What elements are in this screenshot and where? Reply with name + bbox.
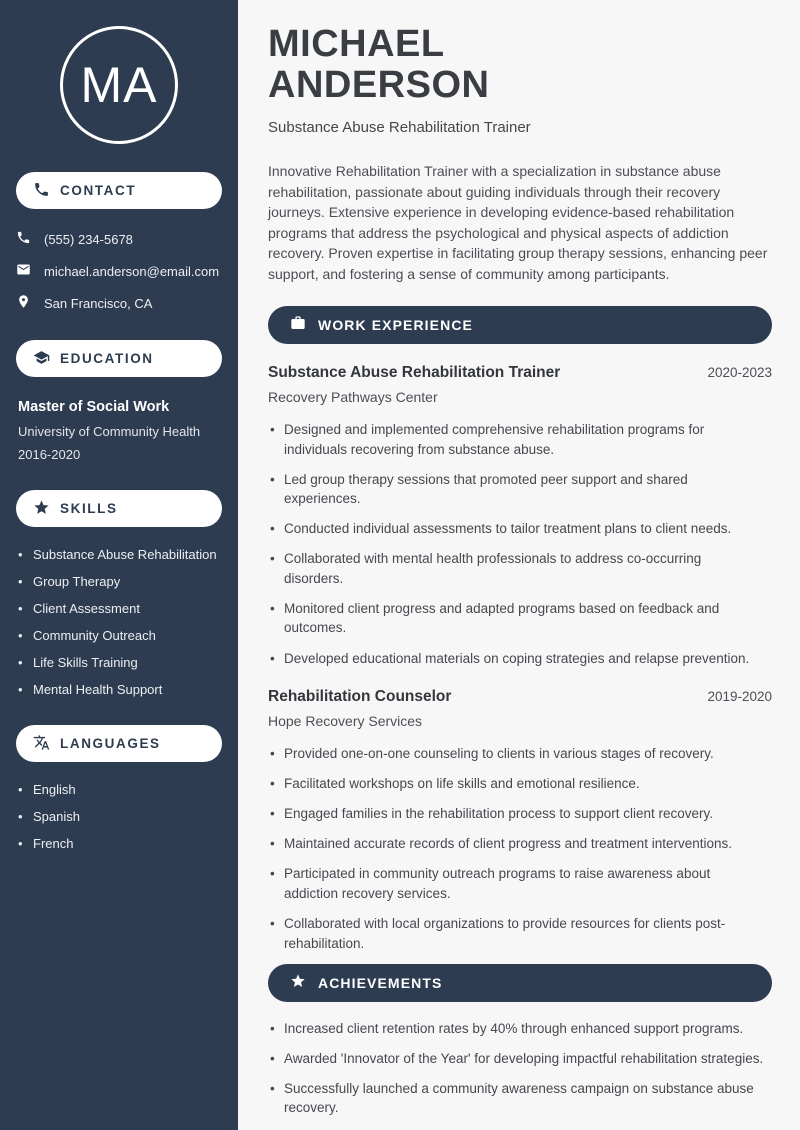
job-bullet: • Provided one-on-one counseling to clients in various stages of recovery. [268, 744, 764, 764]
education-section-header [16, 340, 222, 377]
languages-list [18, 782, 220, 851]
education-section-label: EDUCATION [60, 351, 154, 366]
job-entry [268, 364, 772, 668]
job-bullets [268, 744, 772, 953]
job-bullet: • Maintained accurate records of client progress and treatment interventions. [268, 834, 764, 854]
achievement-item: • Successfully launched a community awareness campaign on substance abuse recovery. [268, 1079, 764, 1118]
professional-title: Substance Abuse Rehabilitation Trainer [268, 119, 531, 137]
job-bullet: • Collaborated with local organizations to provide resources for clients post-rehabilitation. [268, 914, 764, 953]
job-title: Rehabilitation Counselor [268, 688, 452, 706]
job-title: Substance Abuse Rehabilitation Trainer [268, 363, 561, 381]
briefcase-icon [290, 315, 306, 334]
star-icon [33, 499, 50, 519]
job-entry [268, 688, 772, 953]
education-school: University of Community Health [18, 424, 201, 439]
graduation-cap-icon [33, 349, 50, 369]
contact-email [16, 262, 222, 280]
star-icon [290, 973, 306, 992]
job-bullets [268, 420, 772, 668]
skill-item: • Client Assessment [18, 601, 220, 616]
skill-item: • Mental Health Support [18, 682, 220, 697]
language-item: • Spanish [18, 809, 220, 824]
job-dates: 2019-2020 [707, 689, 772, 705]
contact-email-value: michael.anderson@email.com [44, 263, 220, 279]
job-header-row [268, 364, 772, 382]
jobs-container [268, 364, 772, 953]
email-icon [16, 262, 31, 280]
skill-item: • Substance Abuse Rehabilitation [18, 547, 220, 562]
language-item: • English [18, 782, 220, 797]
contact-phone [16, 230, 222, 248]
page-title [268, 24, 772, 105]
phone-icon [33, 181, 50, 201]
skill-item: • Community Outreach [18, 628, 220, 643]
contact-location [16, 294, 222, 312]
languages-section-label: LANGUAGES [60, 736, 161, 751]
job-bullet: • Participated in community outreach programs to raise awareness about addiction recovery services. [268, 864, 764, 903]
contact-phone-value: (555) 234-5678 [44, 231, 133, 247]
education-degree: Master of Social Work [18, 399, 170, 415]
location-pin-icon [16, 294, 31, 312]
work-experience-label: WORK EXPERIENCE [318, 316, 473, 333]
contact-location-value: San Francisco, CA [44, 295, 153, 311]
achievements-label: ACHIEVEMENTS [318, 974, 443, 991]
education-entry [18, 399, 220, 462]
job-bullet: • Developed educational materials on coping strategies and relapse prevention. [268, 649, 764, 669]
job-bullet: • Collaborated with mental health professionals to address co-occurring disorders. [268, 549, 764, 588]
summary-paragraph: Innovative Rehabilitation Trainer with a specialization in substance abuse rehabilitation, passionate about guiding individuals through their recovery journeys. Extensive experience in developing evidence-based rehabilitation programs that address the psychological and physical aspects of addiction recovery. Proven expertise in facilitating group therapy sessions, enhancing peer support, and fostering a sense of community among participants. [268, 163, 768, 282]
skill-item: • Group Therapy [18, 574, 220, 589]
job-bullet: • Conducted individual assessments to tailor treatment plans to client needs. [268, 519, 764, 539]
name-line-2: ANDERSON [268, 63, 490, 106]
achievements-header [268, 964, 772, 1002]
skill-item: • Life Skills Training [18, 655, 220, 670]
avatar [60, 26, 178, 144]
sidebar [0, 0, 238, 1130]
main-content [238, 0, 800, 1130]
contact-section-label: CONTACT [60, 183, 137, 198]
work-experience-header [268, 306, 772, 344]
contact-section-header [16, 172, 222, 209]
achievements-list [268, 1019, 772, 1118]
contact-list [16, 230, 222, 312]
achievement-item: • Increased client retention rates by 40% through enhanced support programs. [268, 1019, 764, 1039]
job-company: Recovery Pathways Center [268, 388, 438, 405]
job-header-row [268, 688, 772, 706]
job-bullet: • Engaged families in the rehabilitation process to support client recovery. [268, 804, 764, 824]
education-years: 2016-2020 [18, 447, 81, 462]
skills-section-header [16, 490, 222, 527]
job-company: Hope Recovery Services [268, 713, 423, 730]
job-bullet: • Facilitated workshops on life skills and emotional resilience. [268, 774, 764, 794]
name-line-1: MICHAEL [268, 23, 445, 65]
job-bullet: • Monitored client progress and adapted programs based on feedback and outcomes. [268, 599, 764, 638]
job-bullet: • Led group therapy sessions that promoted peer support and shared experiences. [268, 470, 764, 509]
job-dates: 2020-2023 [707, 364, 772, 380]
skills-section-label: SKILLS [60, 501, 118, 516]
avatar-initials: MA [80, 57, 158, 113]
languages-section-header [16, 725, 222, 762]
skills-list [18, 547, 220, 697]
translate-icon [33, 734, 50, 754]
phone-icon [16, 230, 31, 248]
language-item: • French [18, 836, 220, 851]
achievement-item: • Awarded 'Innovator of the Year' for developing impactful rehabilitation strategies. [268, 1049, 764, 1069]
job-bullet: • Designed and implemented comprehensive rehabilitation programs for individuals recovering from substance abuse. [268, 420, 764, 459]
